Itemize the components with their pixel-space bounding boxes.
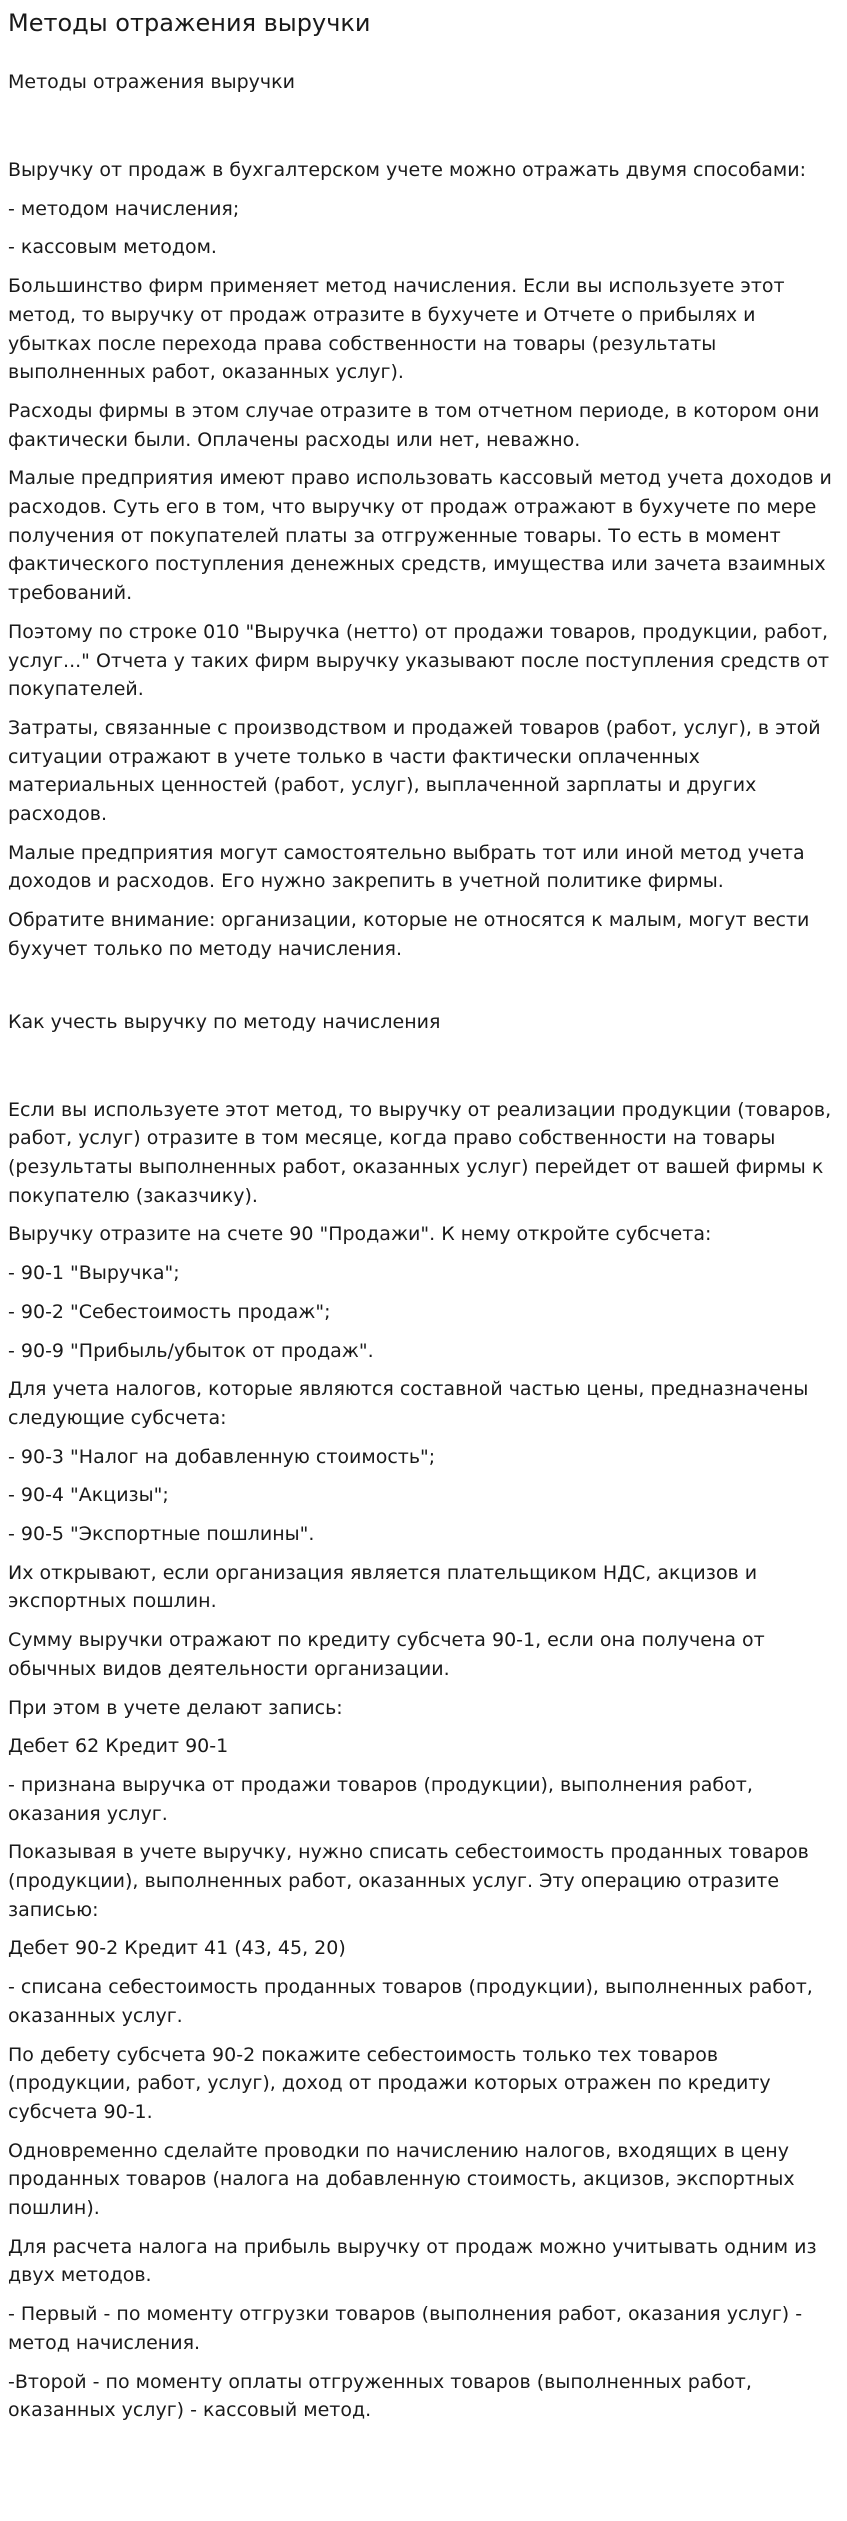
paragraph: Для учета налогов, которые являются составной частью цены, предназначены следующие субсчета: — [8, 1378, 809, 1429]
list-item: - 90-1 "Выручка"; — [8, 1262, 180, 1285]
page-title: Методы отражения выручки — [8, 9, 371, 37]
paragraph: Малые предприятия могут самостоятельно выбрать тот или иной метод учета доходов и расходов. Его нужно закрепить в учетной политике фирмы. — [8, 841, 805, 893]
section-heading: Как учесть выручку по методу начисления — [8, 1010, 441, 1033]
paragraph: Затраты, связанные с производством и продажей товаров (работ, услуг), в этой ситуации отражают в учете только в части фактически оплаченных материальных ценностей (работ, услуг), выплаченной зарплаты и других расходов. — [8, 716, 821, 826]
article-page — [0, 8, 847, 2425]
section-accrual-method — [8, 1008, 839, 1036]
article-subtitle: Методы отражения выручки — [8, 71, 295, 93]
paragraph: Малые предприятия имеют право использовать кассовый метод учета доходов и расходов. Суть его в том, что выручку от продаж отражают в бухучете по мере получения от покупателей платы за отгруженные товары. То есть в момент фактического поступления денежных средств, имущества или зачета взаимных требований. — [8, 467, 832, 605]
list-item: - методом начисления; — [8, 197, 240, 220]
paragraph: Сумму выручки отражают по кредиту субсчета 90-1, если она получена от обычных видов деятельности организации. — [8, 1629, 765, 1680]
paragraph: Выручку отразите на счете 90 "Продажи". К нему откройте субсчета: — [8, 1223, 712, 1246]
paragraph: - признана выручка от продажи товаров (продукции), выполнения работ, оказания услуг. — [8, 1773, 753, 1825]
list-item: - 90-3 "Налог на добавленную стоимость"; — [8, 1445, 436, 1468]
paragraph: Расходы фирмы в этом случае отразите в том отчетном периоде, в котором они фактически были. Оплачены расходы или нет, неважно. — [8, 399, 820, 451]
list-item: - 90-4 "Акцизы"; — [8, 1484, 169, 1507]
paragraph: Их открывают, если организация является плательщиком НДС, акцизов и экспортных пошлин. — [8, 1561, 758, 1613]
paragraph: По дебету субсчета 90-2 покажите себестоимость только тех товаров (продукции, работ, услуг), доход от продажи которых отражен по кредиту субсчета 90-1. — [8, 2043, 771, 2123]
paragraph: Одновременно сделайте проводки по начислению налогов, входящих в цену проданных товаров (налога на добавленную стоимость, акцизов, экспортных пошлин). — [8, 2139, 795, 2220]
paragraph: Большинство фирм применяет метод начисления. Если вы используете этот метод, то выручку от продаж отразите в бухучете и Отчете о прибылях и убытках после перехода права собственности на товары (результаты выполненных работ, оказанных услуг). — [8, 275, 785, 384]
accounting-entry: Дебет 62 Кредит 90-1 — [8, 1735, 229, 1758]
paragraph: Показывая в учете выручку, нужно списать себестоимость проданных товаров (продукции), выполненных работ, оказанных услуг. Эту операцию отразите записью: — [8, 1841, 809, 1921]
section-revenue-methods — [8, 156, 839, 964]
list-item: - Первый - по моменту отгрузки товаров (выполнения работ, оказания услуг) - метод начисления. — [8, 2303, 803, 2354]
paragraph: Для расчета налога на прибыль выручку от продаж можно учитывать одним из двух методов. — [8, 2235, 817, 2287]
paragraph: Поэтому по строке 010 "Выручка (нетто) от продажи товаров, продукции, работ, услуг..." Отчета у таких фирм выручку указывают после поступления средств от покупателей. — [8, 620, 830, 701]
list-item: - 90-5 "Экспортные пошлины". — [8, 1523, 315, 1546]
paragraph: Выручку от продаж в бухгалтерском учете можно отражать двумя способами: — [8, 159, 807, 181]
list-item: - 90-2 "Себестоимость продаж"; — [8, 1300, 331, 1323]
accounting-entry: Дебет 90-2 Кредит 41 (43, 45, 20) — [8, 1937, 346, 1960]
paragraph: При этом в учете делают запись: — [8, 1696, 343, 1719]
section-accrual-body — [8, 1096, 839, 2425]
list-item: - кассовым методом. — [8, 236, 217, 259]
list-item: - 90-9 "Прибыль/убыток от продаж". — [8, 1339, 374, 1362]
paragraph: Обратите внимание: организации, которые не относятся к малым, могут вести бухучет только по методу начисления. — [8, 909, 810, 960]
paragraph: - списана себестоимость проданных товаров (продукции), выполненных работ, оказанных услуг. — [8, 1976, 813, 2027]
list-item: -Второй - по моменту оплаты отгруженных товаров (выполненных работ, оказанных услуг) - кассовый метод. — [8, 2370, 752, 2422]
paragraph: Если вы используете этот метод, то выручку от реализации продукции (товаров, работ, услуг) отразите в том месяце, когда право собственности на товары (результаты выполненных работ, оказанных услуг) перейдет от вашей фирмы к покупателю (заказчику). — [8, 1098, 832, 1207]
